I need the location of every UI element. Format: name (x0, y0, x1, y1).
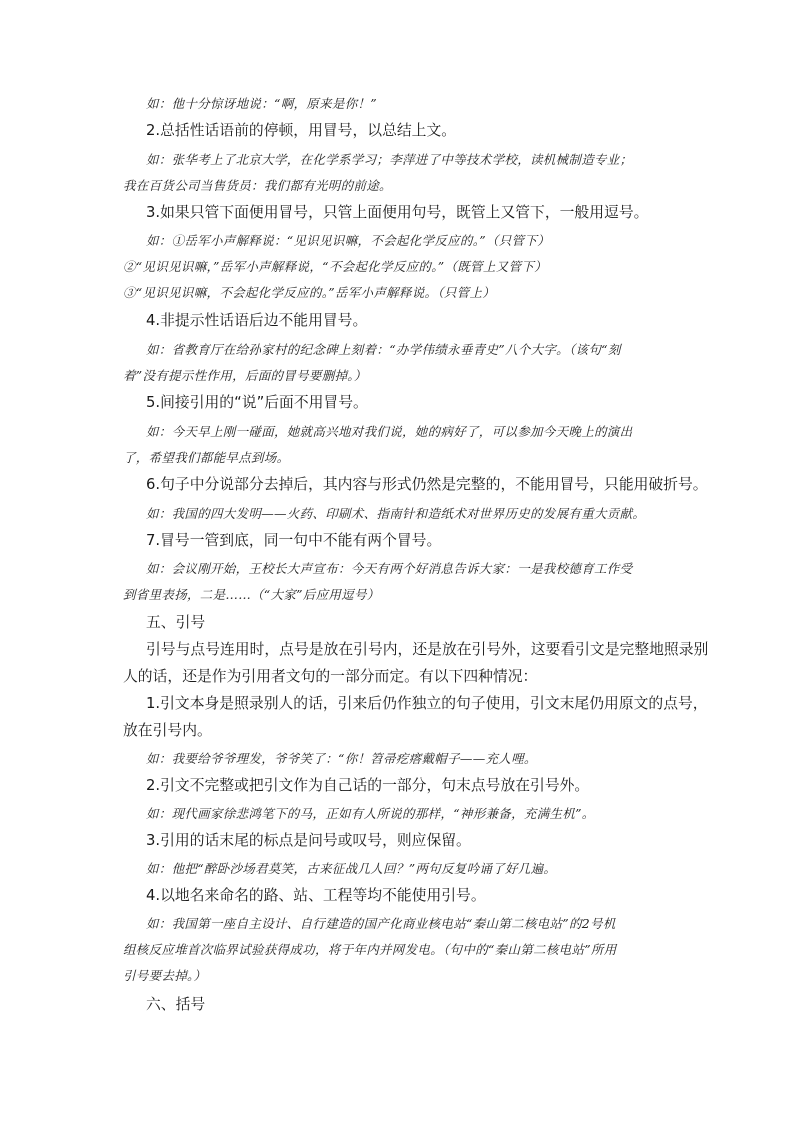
paragraph-line: 人的话，还是作为引用者文句的一部分而定。有以下四种情况： (123, 668, 538, 685)
rule-line: 2.总括性话语前的停顿，用冒号，以总结上文。 (146, 122, 457, 139)
example-line: 到省里表扬，二是……（“大家”后应用逗号） (123, 587, 380, 602)
rule-line: 1.引文本身是照录别人的话，引来后仍作独立的句子使用，引文末尾仍用原文的点号， (146, 695, 708, 712)
example-line: 如：我要给爷爷理发，爷爷笑了：“你！笤帚疙瘩戴帽子——充人哩。 (146, 751, 537, 766)
example-line: 如：张华考上了北京大学，在化学系学习；李萍进了中等技术学校，读机械制造专业； (146, 152, 633, 167)
rule-line: 5.间接引用的“说”后面不用冒号。 (146, 394, 368, 411)
rule-line: 7.冒号一管到底，同一句中不能有两个冒号。 (146, 532, 442, 549)
example-line: 如：我国的四大发明——火药、印刷术、指南针和造纸术对世界历史的发展有重大贡献。 (146, 506, 646, 521)
example-line: 如：①岳军小声解释说：“见识见识嘛，不会起化学反应的。”（只管下） (146, 233, 550, 248)
rule-line: 2.引文不完整或把引文作为自己话的一部分，句末点号放在引号外。 (146, 777, 590, 794)
example-line: 如：今天早上刚一碰面，她就高兴地对我们说，她的病好了，可以参加今天晚上的演出 (146, 424, 633, 439)
example-line: 如：他把“醉卧沙场君莫笑，古来征战几人回？”两句反复吟诵了好几遍。 (146, 861, 557, 876)
paragraph-line: 引号与点号连用时，点号是放在引号内，还是放在引号外，这要看引文是完整地照录别 (146, 641, 709, 658)
rule-line: 3.如果只管下面便用冒号，只管上面便用句号，既管上又管下，一般用逗号。 (146, 204, 649, 221)
rule-line: 3.引用的话末尾的标点是问号或叹号，则应保留。 (146, 832, 471, 849)
section-heading: 五、引号 (146, 614, 206, 631)
example-line: ②“见识见识嘛，”岳军小声解释说，“不会起化学反应的。”（既管上又管下） (123, 259, 547, 274)
rule-line: 放在引号内。 (123, 722, 212, 739)
example-line: 如：现代画家徐悲鸿笔下的马，正如有人所说的那样，“神形兼备，充满生机”。 (146, 806, 595, 821)
rule-line: 4.以地名来命名的路、站、工程等均不能使用引号。 (146, 887, 486, 904)
rule-line: 4.非提示性话语后边不能用冒号。 (146, 312, 368, 329)
example-line: 引号要去掉。） (123, 968, 207, 983)
example-line: 如：省教育厅在给孙家村的纪念碑上刻着：“办学伟绩永垂青史”八个大字。（该句“刻 (146, 342, 621, 357)
section-heading: 六、括号 (146, 996, 206, 1013)
example-line: 如：我国第一座自主设计、自行建造的国产化商业核电站“秦山第二核电站”的2号机 (146, 916, 616, 931)
example-line: 如：他十分惊讶地说：“啊，原来是你！” (146, 96, 377, 111)
rule-line: 6.句子中分说部分去掉后，其内容与形式仍然是完整的，不能用冒号，只能用破折号。 (146, 476, 708, 493)
example-line: 我在百货公司当售货员：我们都有光明的前途。 (123, 178, 392, 193)
example-line: 如：会议刚开始，王校长大声宣布：今天有两个好消息告诉大家：一是我校德育工作受 (146, 561, 633, 576)
example-line: ③“见识见识嘛，不会起化学反应的。”岳军小声解释说。（只管上） (123, 285, 496, 300)
example-line: 组核反应堆首次临界试验获得成功，将于年内并网发电。（句中的“秦山第二核电站”所用 (123, 942, 617, 957)
example-line: 着”没有提示性作用，后面的冒号要删掉。） (123, 368, 367, 383)
example-line: 了，希望我们都能早点到场。 (123, 450, 290, 465)
